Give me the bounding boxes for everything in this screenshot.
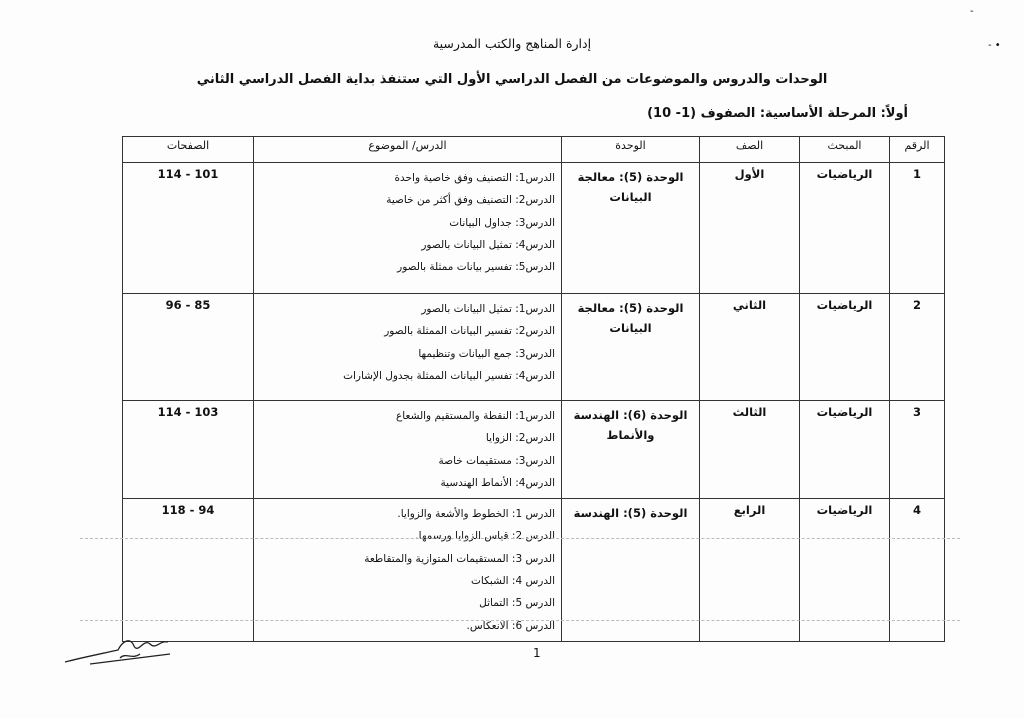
table-row — [123, 294, 945, 401]
row-subject: الرياضيات — [800, 401, 890, 499]
scan-mark: ‑ • — [988, 40, 1001, 51]
row-grade: الرابع — [700, 499, 800, 642]
scan-artifact-line — [80, 538, 960, 539]
row-unit: الوحدة (6): الهندسة والأنماط — [562, 401, 700, 499]
lesson-item: الدرس5: تفسير بيانات ممثلة بالصور — [397, 261, 555, 274]
row-grade: الثاني — [700, 294, 800, 401]
row-subject: الرياضيات — [800, 163, 890, 294]
lesson-item: الدرس 3: المستقيمات المتوازية والمتقاطعة — [364, 552, 555, 565]
row-grade: الثالث — [700, 401, 800, 499]
document-title: الوحدات والدروس والموضوعات من الفصل الدراسي الأول التي ستنفذ بداية الفصل الدراسي الثاني — [196, 72, 828, 87]
header-lesson: الدرس/ الموضوع — [254, 137, 562, 163]
lesson-item: الدرس 1: الخطوط والأشعة والزوايا. — [397, 508, 555, 521]
lesson-item: الدرس1: النقطة والمستقيم والشعاع — [396, 410, 555, 422]
lesson-item: الدرس3: جداول البيانات — [449, 216, 555, 229]
row-pages: 114 - 103 — [123, 401, 254, 499]
lesson-item: الدرس 4: الشبكات — [471, 575, 555, 588]
row-lessons — [254, 294, 562, 401]
lesson-item: الدرس4: تفسير البيانات الممثلة بجدول الإشارات — [343, 369, 555, 382]
row-lessons — [254, 401, 562, 499]
row-lessons — [254, 163, 562, 294]
header-unit: الوحدة — [562, 137, 700, 163]
row-number: 2 — [890, 294, 945, 401]
row-number: 1 — [890, 163, 945, 294]
row-unit: الوحدة (5): معالجة البيانات — [562, 294, 700, 401]
lesson-item: الدرس2: الزوايا — [485, 432, 555, 445]
lesson-item: الدرس 2: قياس الزوايا ورسمها. — [415, 530, 555, 543]
row-unit: الوحدة (5): معالجة البيانات — [562, 163, 700, 294]
lesson-item: الدرس2: تفسير البيانات الممثلة بالصور — [384, 325, 555, 338]
lesson-item: الدرس 5: التماثل — [479, 597, 555, 610]
row-pages: 114 - 101 — [123, 163, 254, 294]
lesson-item: الدرس1: تمثيل البيانات بالصور — [421, 303, 555, 315]
row-unit: الوحدة (5): الهندسة — [562, 499, 700, 642]
lesson-item: الدرس1: التصنيف وفق خاصية واحدة — [394, 172, 555, 184]
lesson-item: الدرس3: جمع البيانات وتنظيمها — [418, 347, 555, 360]
row-grade: الأول — [700, 163, 800, 294]
curriculum-table — [122, 136, 945, 642]
department-heading: إدارة المناهج والكتب المدرسية — [432, 36, 592, 51]
row-pages: 96 - 85 — [123, 294, 254, 401]
lesson-item: الدرس 6: الانعكاس. — [466, 619, 555, 632]
page-number: 1 — [533, 646, 541, 660]
scan-artifact-line — [80, 620, 960, 621]
header-subject: المبحث — [800, 137, 890, 163]
table-row — [123, 163, 945, 294]
row-number: 4 — [890, 499, 945, 642]
row-subject: الرياضيات — [800, 499, 890, 642]
lesson-item: الدرس2: التصنيف وفق أكثر من خاصية — [386, 194, 555, 207]
lesson-item: الدرس3: مستقيمات خاصة — [438, 454, 555, 467]
row-pages: 118 - 94 — [123, 499, 254, 642]
section-heading: أولاً: المرحلة الأساسية: الصفوف (1- 10) — [647, 106, 908, 121]
row-number: 3 — [890, 401, 945, 499]
scan-mark: ‑ — [970, 6, 974, 17]
table-header-row — [123, 137, 945, 163]
row-subject: الرياضيات — [800, 294, 890, 401]
lesson-item: الدرس4: الأنماط الهندسية — [440, 476, 555, 489]
header-pages: الصفحات — [123, 137, 254, 163]
signature-image — [60, 624, 180, 674]
table-row — [123, 401, 945, 499]
header-grade: الصف — [700, 137, 800, 163]
header-number: الرقم — [890, 137, 945, 163]
lesson-item: الدرس4: تمثيل البيانات بالصور — [421, 238, 555, 251]
